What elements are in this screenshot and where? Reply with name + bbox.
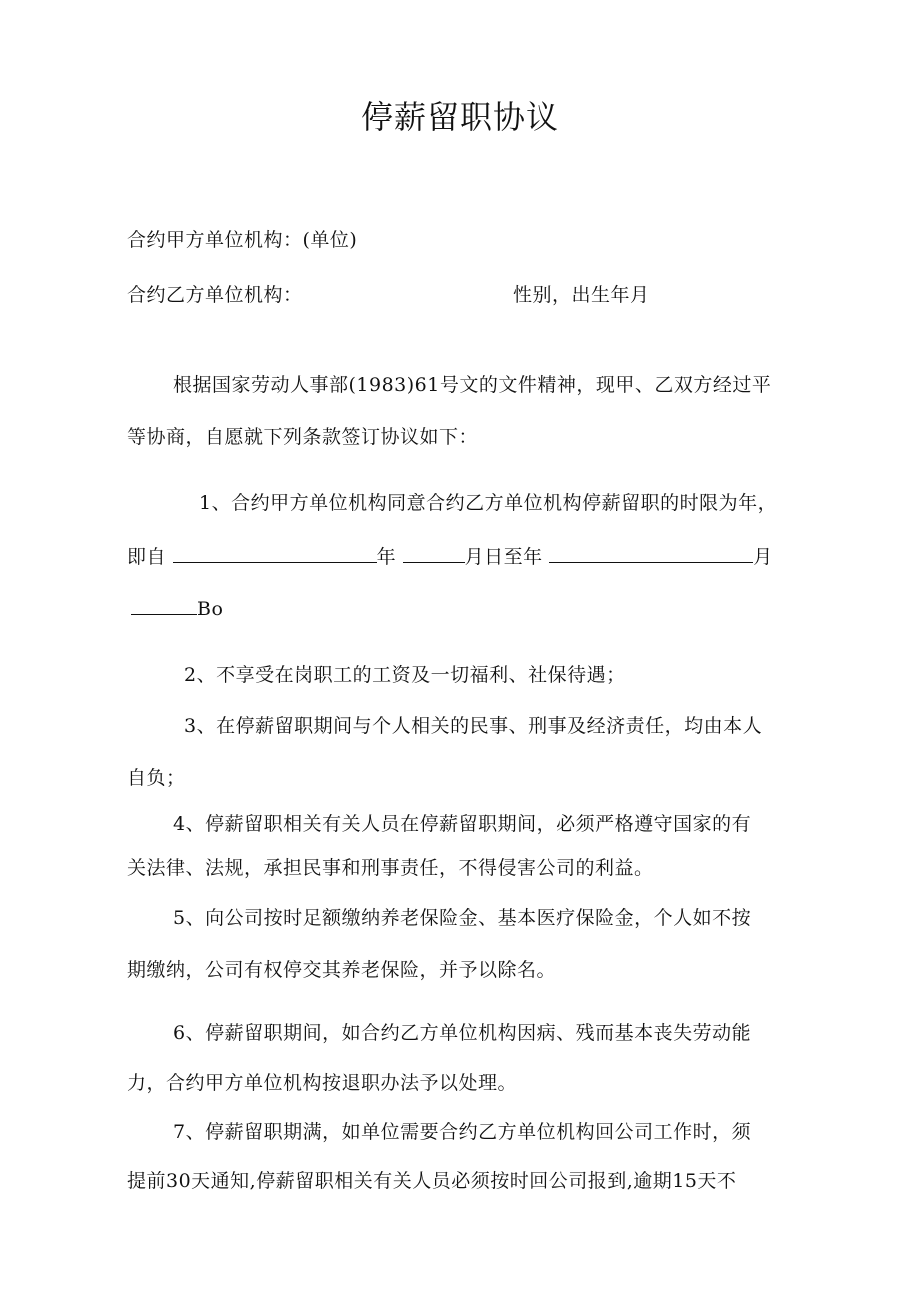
- start-month-blank: [403, 544, 465, 563]
- start-year-blank: [173, 544, 377, 563]
- document-title: 停薪留职协议: [360, 98, 559, 136]
- party-a-line: 合约甲方单位机构：(单位): [127, 229, 358, 251]
- clause-5-line-1: 5、向公司按时足额缴纳养老保险金、基本医疗保险金，个人如不按: [173, 907, 752, 929]
- clause-3-line-1: 3、在停薪留职期间与个人相关的民事、刑事及经济责任，均由本人: [184, 715, 763, 737]
- clause-1-month-day-to-label: 月日至年: [464, 546, 543, 568]
- clause-1-year-label: 年: [376, 546, 397, 568]
- clause-1-prefix: 即自: [127, 546, 167, 568]
- intro-paragraph-line-1: 根据国家劳动人事部(1983)61号文的文件精神，现甲、乙双方经过平: [173, 374, 772, 396]
- clause-1-date-line: [127, 544, 773, 569]
- clause-2: 2、不享受在岗职工的工资及一切福利、社保待遇；: [184, 664, 626, 686]
- clause-6-line-2: 力，合约甲方单位机构按退职办法予以处理。: [127, 1072, 518, 1094]
- clause-7-line-1: 7、停薪留职期满，如单位需要合约乙方单位机构回公司工作时，须: [173, 1121, 752, 1143]
- clause-1-end-line: [131, 596, 223, 621]
- clause-1-line-1: 1、合约甲方单位机构同意合约乙方单位机构停薪留职的时限为年，: [199, 492, 778, 514]
- party-b-label: 合约乙方单位机构：: [127, 284, 303, 306]
- party-b-gender-birth: 性别，出生年月: [513, 284, 650, 306]
- clause-1-end-text: Bo: [197, 598, 224, 620]
- clause-4-line-1: 4、停薪留职相关有关人员在停薪留职期间，必须严格遵守国家的有: [173, 813, 752, 835]
- clause-6-line-1: 6、停薪留职期间，如合约乙方单位机构因病、残而基本丧失劳动能: [173, 1022, 752, 1044]
- intro-paragraph-line-2: 等协商，自愿就下列条款签订协议如下：: [127, 426, 479, 448]
- clause-7-line-2: 提前30天通知,停薪留职相关有关人员必须按时回公司报到,逾期15天不: [127, 1170, 737, 1192]
- clause-1-month-label: 月: [753, 546, 773, 568]
- end-day-blank: [131, 596, 197, 615]
- clause-5-line-2: 期缴纳，公司有权停交其养老保险，并予以除名。: [127, 959, 557, 981]
- clause-4-line-2: 关法律、法规，承担民事和刑事责任，不得侵害公司的利益。: [127, 857, 654, 879]
- end-year-blank: [549, 544, 753, 563]
- clause-3-line-2: 自负；: [127, 767, 186, 789]
